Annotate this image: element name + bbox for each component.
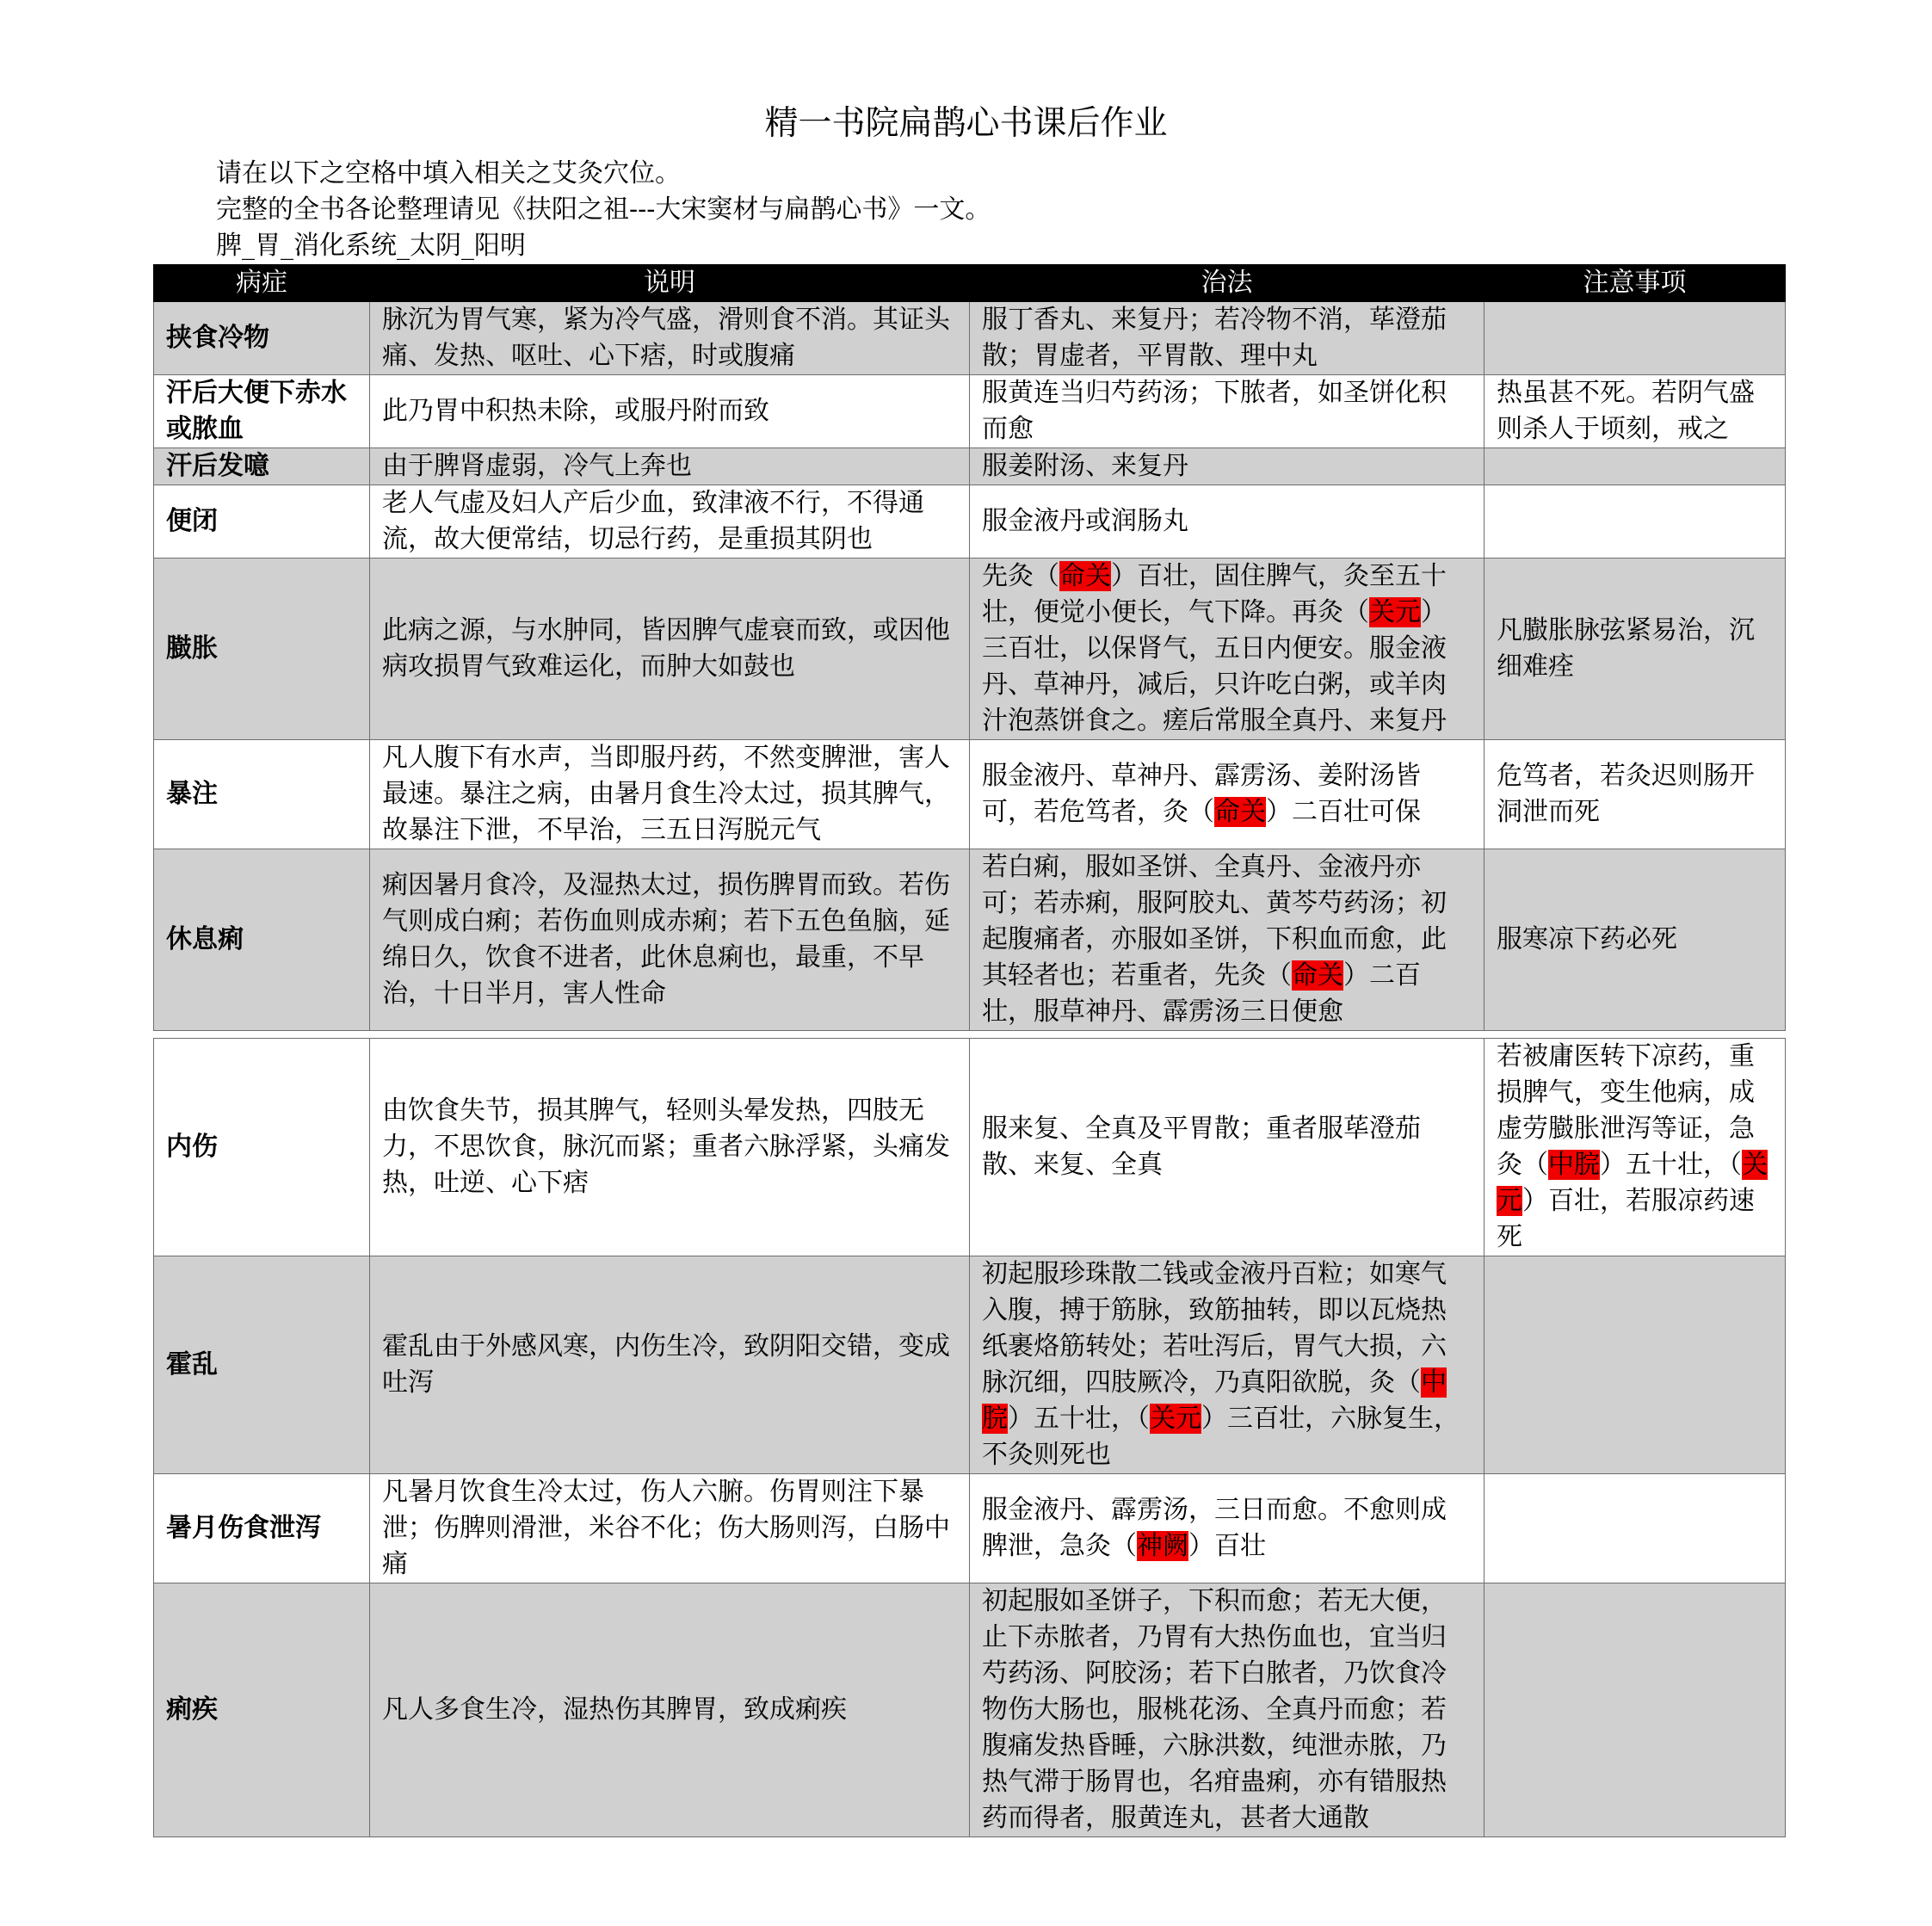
treatment-text: 服黄连当归芍药汤；下脓者，如圣饼化积而愈: [982, 378, 1447, 444]
notes-cell: 热虽甚不死。若阴气盛则杀人于顷刻，戒之: [1484, 375, 1786, 448]
acupoint-answer: 中脘: [982, 1367, 1447, 1434]
treatment-text: ）二百壮，服草神丹、霹雳汤三日便愈: [982, 960, 1421, 1027]
description-cell: 霍乱由于外感风寒，内伤生冷，致阴阳交错，变成吐泻: [370, 1256, 970, 1474]
treatment-cell: [970, 849, 1484, 1031]
treatment-text: 服姜附汤、来复丹: [982, 451, 1188, 481]
treatment-text: 服金液丹、草神丹、霹雳汤、姜附汤皆可，若危笃者，灸（: [982, 761, 1421, 827]
description-cell: 凡暑月饮食生冷太过，伤人六腑。伤胃则注下暴泄；伤脾则滑泄，米谷不化；伤大肠则泻，白肠中痛: [370, 1474, 970, 1583]
table-row: [154, 1039, 1786, 1256]
notes-cell: [1484, 485, 1786, 559]
disease-cell: 臌胀: [154, 559, 370, 740]
intro-reference: 完整的全书各论整理请见《扶阳之祖---大宋窦材与扁鹊心书》一文。: [216, 194, 991, 225]
treatment-cell: [970, 1039, 1484, 1256]
table-row: [154, 375, 1786, 448]
disease-cell: 内伤: [154, 1039, 370, 1256]
notes-cell: 危笃者，若灸迟则肠开洞泄而死: [1484, 740, 1786, 849]
table-row: [154, 485, 1786, 559]
table-gap: [154, 1031, 1786, 1039]
treatment-text: 先灸（: [982, 561, 1059, 591]
treatment-text: 若白痢，服如圣饼、全真丹、金液丹亦可；若赤痢，服阿胶丸、黄芩芍药汤；初起腹痛者，亦服如圣饼，下积血而愈，此其轻者也；若重者，先灸（: [982, 852, 1447, 991]
treatment-text: ）五十壮，（: [1008, 1404, 1150, 1434]
notes-cell: [1484, 302, 1786, 375]
treatment-text: 若被庸医转下凉药，重损脾气，变生他病，成虚劳臌胀泄泻等证，急灸（: [1497, 1041, 1755, 1180]
disease-cell: 暑月伤食泄泻: [154, 1474, 370, 1583]
treatment-text: 服丁香丸、来复丹；若冷物不消，荜澄茄散；胃虚者，平胃散、理中丸: [982, 305, 1447, 371]
description-cell: 凡人多食生冷，湿热伤其脾胃，致成痢疾: [370, 1583, 970, 1837]
notes-cell: 服寒凉下药必死: [1484, 849, 1786, 1031]
disease-cell: 霍乱: [154, 1256, 370, 1474]
notes-cell: [1484, 1256, 1786, 1474]
header-disease: 病症: [154, 265, 370, 302]
disease-cell: 痢疾: [154, 1583, 370, 1837]
disease-cell: 挟食冷物: [154, 302, 370, 375]
treatment-text: 初起服如圣饼子，下积而愈；若无大便，止下赤脓者，乃胃有大热伤血也，宜当归芍药汤、阿胶汤；若下白脓者，乃饮食冷物伤大肠也，服桃花汤、全真丹而愈；若腹痛发热昏睡，六脉洪数，纯泄赤脓，乃热气滞于肠胃也，名疳蛊痢，亦有错服热药而得者，服黄连丸，甚者大通散: [982, 1586, 1447, 1833]
description-cell: 脉沉为胃气寒，紧为冷气盛，滑则食不消。其证头痛、发热、呕吐、心下痞，时或腹痛: [370, 302, 970, 375]
description-cell: 由于脾肾虚弱，冷气上奔也: [370, 448, 970, 485]
treatment-text: ）百壮，固住脾气，灸至五十壮，便觉小便长，气下降。再灸（: [982, 561, 1447, 627]
treatment-text: 服来复、全真及平胃散；重者服荜澄茄散、来复、全真: [982, 1114, 1421, 1180]
disease-cell: 汗后发噫: [154, 448, 370, 485]
treatment-text: ）百壮: [1188, 1531, 1266, 1561]
header-description: 说明: [370, 265, 970, 302]
homework-table: [153, 264, 1786, 1837]
intro-category: 脾_胃_消化系统_太阴_阳明: [216, 231, 526, 261]
treatment-text: ）百壮，若服凉药速死: [1497, 1186, 1755, 1252]
treatment-cell: [970, 448, 1484, 485]
acupoint-answer: 中脘: [1548, 1150, 1600, 1180]
table-row: [154, 1583, 1786, 1837]
table-row: [154, 740, 1786, 849]
acupoint-answer: 命关: [1059, 561, 1111, 591]
treatment-cell: [970, 485, 1484, 559]
table-row: [154, 1474, 1786, 1583]
description-cell: 痢因暑月食冷，及湿热太过，损伤脾胃而致。若伤气则成白痢；若伤血则成赤痢；若下五色鱼脑，延绵日久，饮食不进者，此休息痢也，最重，不早治，十日半月，害人性命: [370, 849, 970, 1031]
treatment-text: ）三百壮，以保肾气，五日内便安。服金液丹、草神丹，减后，只许吃白粥，或羊肉汁泡蒸饼食之。瘥后常服全真丹、来复丹: [982, 597, 1447, 736]
disease-cell: 便闭: [154, 485, 370, 559]
disease-cell: 休息痢: [154, 849, 370, 1031]
disease-cell: 汗后大便下赤水或脓血: [154, 375, 370, 448]
table-row: [154, 302, 1786, 375]
description-cell: 老人气虚及妇人产后少血，致津液不行，不得通流，故大便常结，切忌行药，是重损其阴也: [370, 485, 970, 559]
table-row: [154, 1256, 1786, 1474]
description-cell: 凡人腹下有水声，当即服丹药，不然变脾泄，害人最速。暴注之病，由暑月食生冷太过，损其脾气，故暴注下泄，不早治，三五日泻脱元气: [370, 740, 970, 849]
treatment-cell: [970, 1474, 1484, 1583]
acupoint-answer: 关元: [1150, 1404, 1201, 1434]
page-title: 精一书院扁鹊心书课后作业: [764, 104, 1168, 143]
description-cell: 由饮食失节，损其脾气，轻则头晕发热，四肢无力，不思饮食，脉沉而紧；重者六脉浮紧，头痛发热，吐逆、心下痞: [370, 1039, 970, 1256]
treatment-text: ）三百壮，六脉复生，不灸则死也: [982, 1404, 1460, 1470]
acupoint-answer: 神阙: [1137, 1531, 1188, 1561]
acupoint-answer: 命关: [1214, 797, 1266, 827]
acupoint-answer: 命关: [1292, 960, 1343, 991]
table-row: [154, 849, 1786, 1031]
table-row: [154, 559, 1786, 740]
treatment-cell: [970, 1256, 1484, 1474]
header-notes: 注意事项: [1484, 265, 1786, 302]
notes-cell: [1484, 448, 1786, 485]
treatment-text: 服金液丹或润肠丸: [982, 506, 1188, 536]
treatment-text: ）五十壮，（: [1600, 1150, 1742, 1180]
disease-cell: 暴注: [154, 740, 370, 849]
treatment-cell: [970, 740, 1484, 849]
notes-cell: [1484, 1583, 1786, 1837]
treatment-text: 服金液丹、霹雳汤，三日而愈。不愈则成脾泄，急灸（: [982, 1495, 1447, 1561]
table-row: [154, 448, 1786, 485]
treatment-text: 初起服珍珠散二钱或金液丹百粒；如寒气入腹，搏于筋脉，致筋抽转，即以瓦烧热纸裹烙筋转处；若吐泻后，胃气大损，六脉沉细，四肢厥冷，乃真阳欲脱，灸（: [982, 1259, 1447, 1398]
treatment-text: ）二百壮可保: [1266, 797, 1421, 827]
notes-cell: [1484, 1474, 1786, 1583]
treatment-cell: [970, 559, 1484, 740]
description-cell: 此乃胃中积热未除，或服丹附而致: [370, 375, 970, 448]
treatment-cell: [970, 1583, 1484, 1837]
treatment-cell: [970, 302, 1484, 375]
notes-cell: [1484, 1039, 1786, 1256]
header-treatment: 治法: [970, 265, 1484, 302]
acupoint-answer: 关元: [1497, 1150, 1768, 1216]
acupoint-answer: 关元: [1369, 597, 1421, 627]
intro-instruction: 请在以下之空格中填入相关之艾灸穴位。: [216, 158, 681, 188]
description-cell: 此病之源，与水肿同，皆因脾气虚衰而致，或因他病攻损胃气致难运化，而肿大如鼓也: [370, 559, 970, 740]
notes-cell: 凡臌胀脉弦紧易治，沉细难痊: [1484, 559, 1786, 740]
treatment-cell: [970, 375, 1484, 448]
table-header-row: [154, 265, 1786, 302]
